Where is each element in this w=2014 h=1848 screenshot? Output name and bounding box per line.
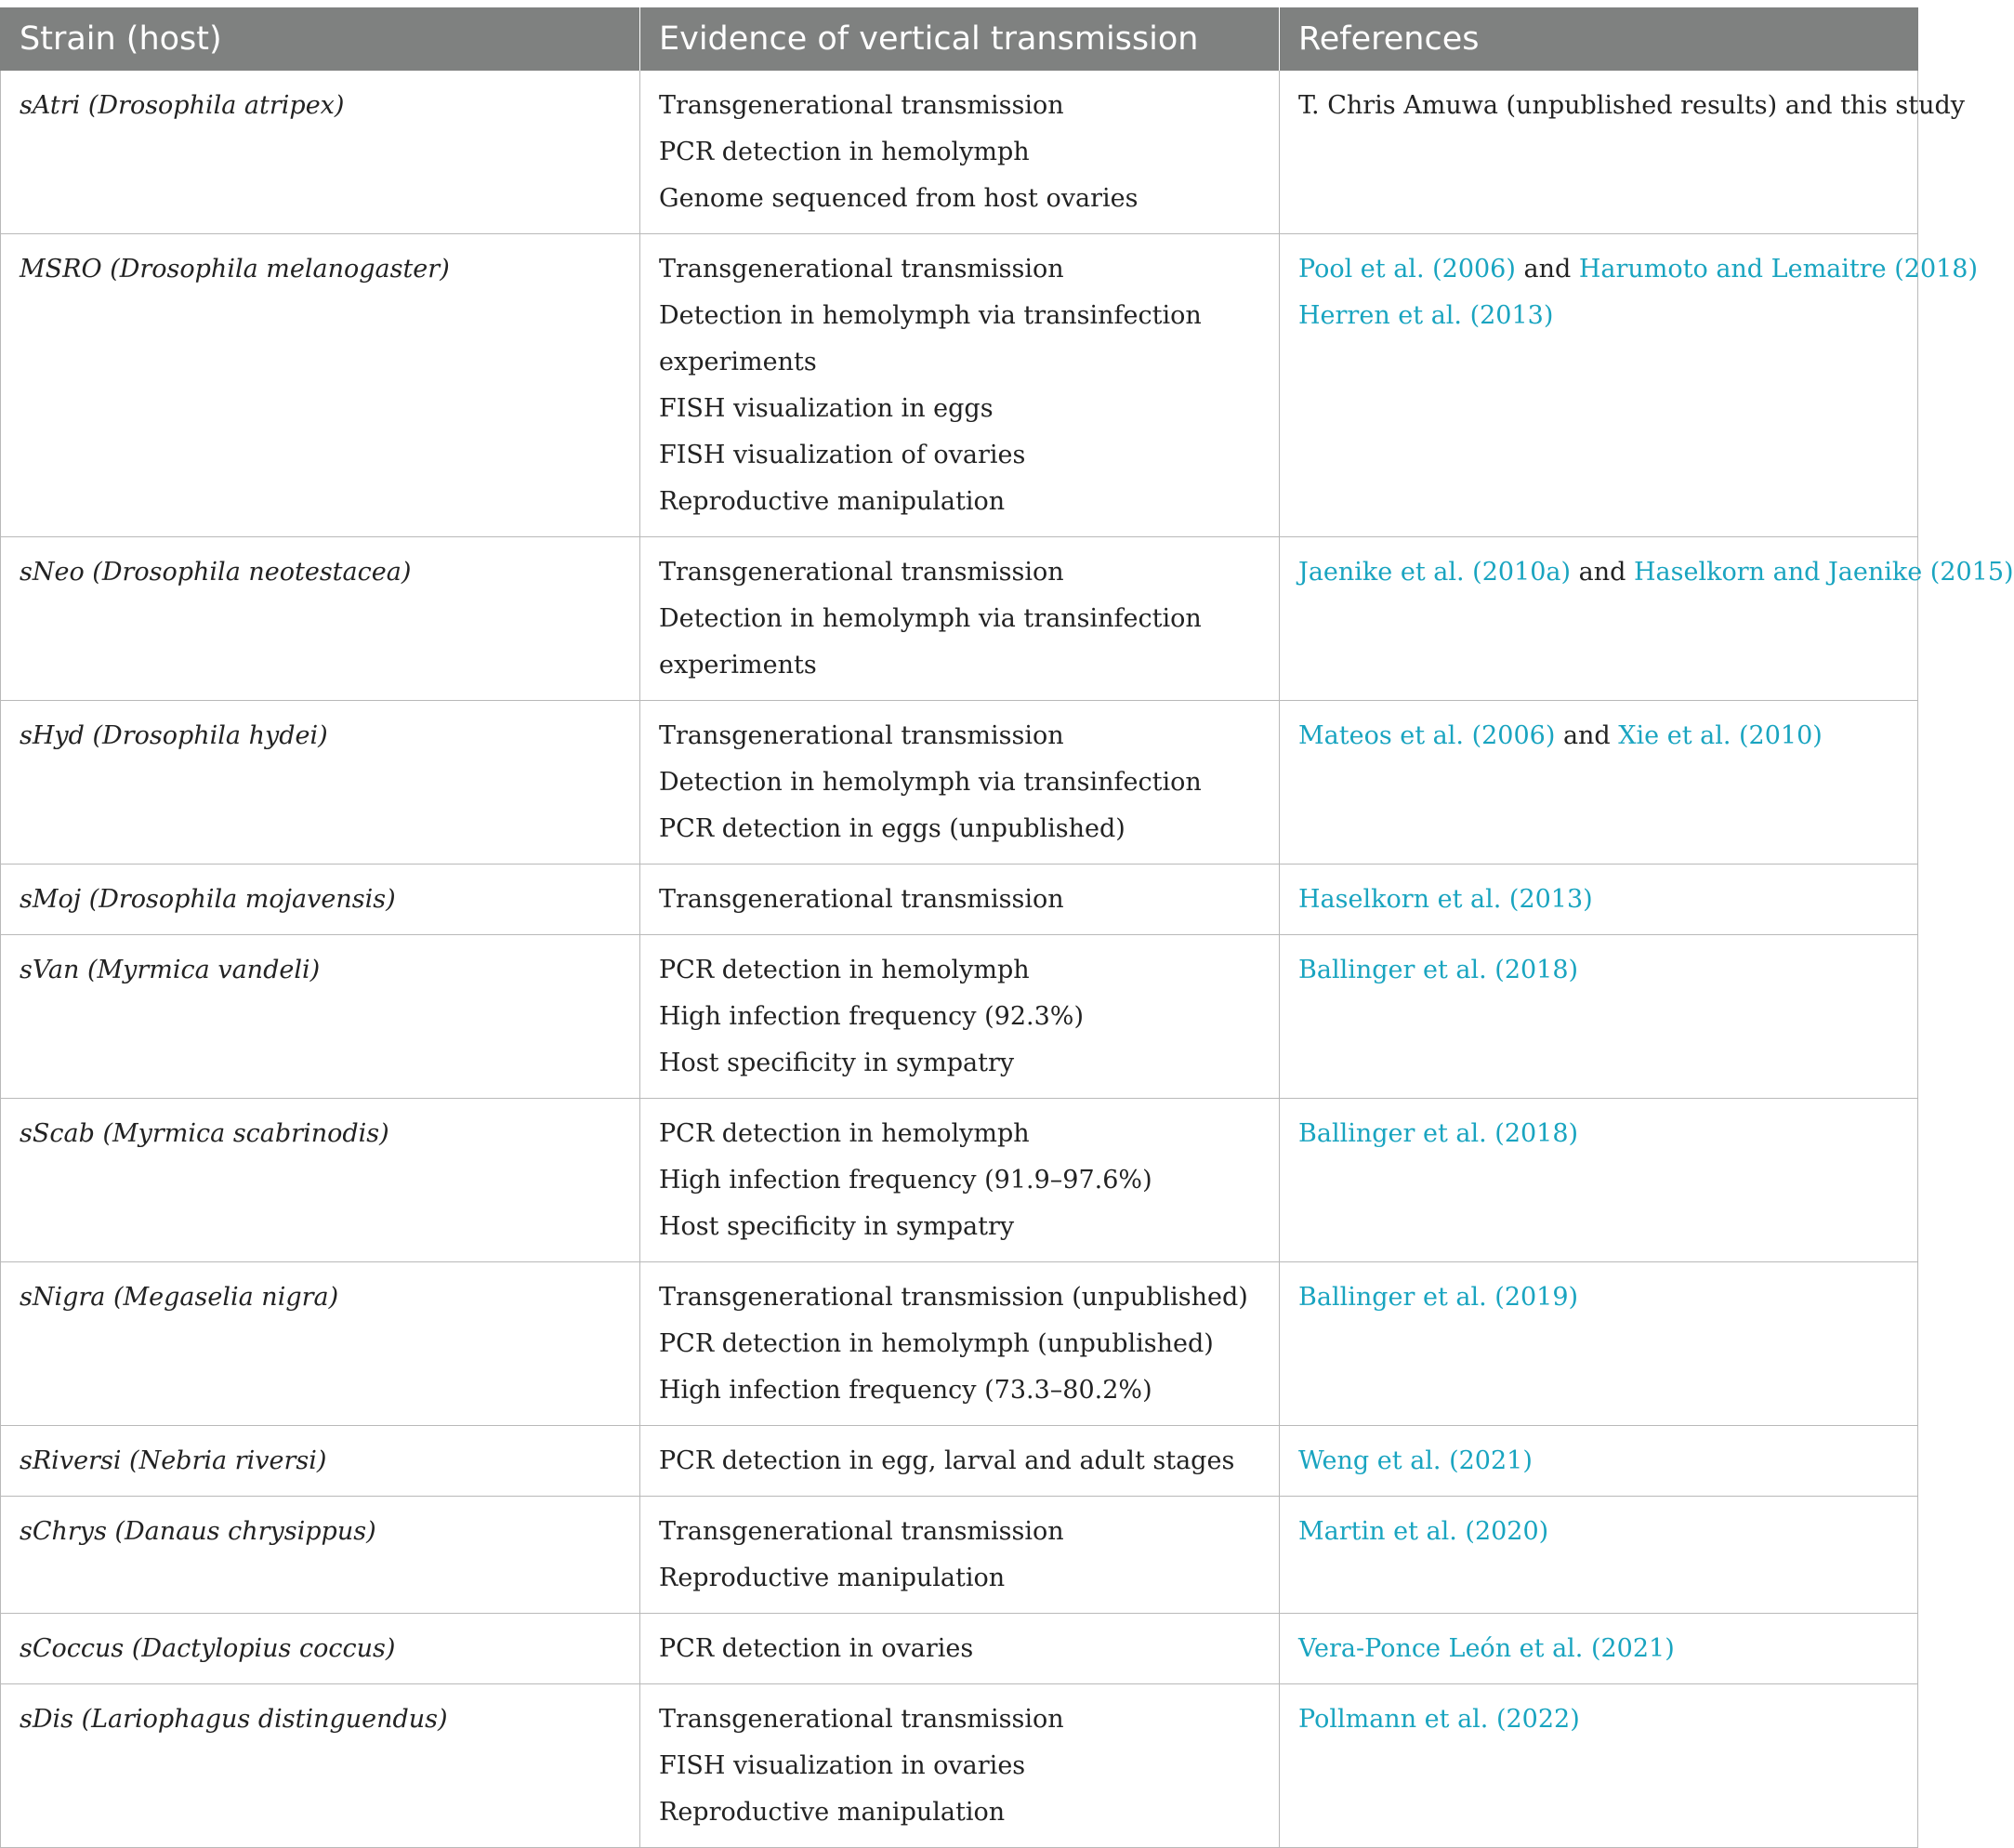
reference-link[interactable]: Martin et al. (2020) [1298, 1517, 1549, 1546]
reference-line [1298, 1626, 1899, 1672]
reference-line [1298, 246, 1979, 293]
strain-cell: sVan (Myrmica vandeli) [1, 935, 640, 1099]
reference-line [1298, 947, 1899, 994]
strain-cell: sAtri (Drosophila atripex) [1, 71, 640, 234]
evidence-line: PCR detection in hemolymph [659, 138, 1030, 166]
reference-text: T. Chris Amuwa (unpublished results) and this study [1298, 91, 1966, 120]
evidence-line: Transgenerational transmission [659, 558, 1064, 587]
evidence-line: FISH visualization of ovaries [659, 441, 1026, 469]
evidence-line: PCR detection in hemolymph [659, 1119, 1030, 1148]
reference-link[interactable]: Xie et al. (2010) [1618, 721, 1823, 750]
evidence-cell [640, 1099, 1280, 1262]
strain-cell: sNigra (Megaselia nigra) [1, 1262, 640, 1426]
references-cell [1280, 935, 1918, 1099]
evidence-line: PCR detection in hemolymph [659, 956, 1030, 984]
reference-link[interactable]: Haselkorn et al. (2013) [1298, 885, 1593, 914]
references-cell [1280, 537, 2014, 701]
evidence-line: Transgenerational transmission [659, 721, 1064, 750]
evidence-line: Transgenerational transmission (unpublished) [659, 1283, 1248, 1312]
evidence-cell [640, 1614, 1280, 1684]
strain-cell: sMoj (Drosophila mojavensis) [1, 865, 640, 935]
header-evidence: Evidence of vertical transmission [640, 7, 1280, 71]
references-cell [1280, 1426, 1918, 1497]
evidence-cell [640, 865, 1280, 935]
table-row [1, 71, 1918, 234]
evidence-line: experiments [659, 651, 817, 680]
evidence-line: Transgenerational transmission [659, 1705, 1064, 1734]
evidence-cell [640, 1684, 1280, 1848]
evidence-cell [640, 1426, 1280, 1497]
references-cell [1280, 1099, 1918, 1262]
reference-link[interactable]: Ballinger et al. (2018) [1298, 956, 1579, 984]
reference-link[interactable]: Vera-Ponce León et al. (2021) [1298, 1634, 1675, 1663]
evidence-line: Reproductive manipulation [659, 487, 1006, 516]
reference-line [1298, 1509, 1899, 1555]
evidence-cell [640, 1497, 1280, 1614]
reference-text: and [1515, 255, 1579, 284]
table-row [1, 1099, 1918, 1262]
references-cell [1280, 1497, 1918, 1614]
reference-text: and [1571, 558, 1634, 587]
table-row [1, 1426, 1918, 1497]
reference-link[interactable]: Jaenike et al. (2010a) [1298, 558, 1572, 587]
strain-cell: sHyd (Drosophila hydei) [1, 701, 640, 865]
evidence-line: Reproductive manipulation [659, 1564, 1006, 1592]
strain-cell: sDis (Lariophagus distinguendus) [1, 1684, 640, 1848]
strain-cell: sCoccus (Dactylopius coccus) [1, 1614, 640, 1684]
table-row [1, 1684, 1918, 1848]
reference-link[interactable]: Weng et al. (2021) [1298, 1446, 1533, 1475]
evidence-line: Detection in hemolymph via transinfection [659, 768, 1202, 797]
header-references: References [1280, 7, 1918, 71]
table-row [1, 1614, 1918, 1684]
header-row [1, 7, 1918, 71]
reference-line [1298, 293, 1899, 339]
table-row [1, 1497, 1918, 1614]
table-row [1, 234, 1918, 537]
evidence-line: FISH visualization in ovaries [659, 1751, 1026, 1780]
references-cell [1280, 234, 1979, 537]
evidence-line: Host specificity in sympatry [659, 1049, 1015, 1077]
references-cell [1280, 71, 1966, 234]
reference-line [1298, 83, 1966, 129]
reference-link[interactable]: Haselkorn and Jaenike (2015) [1633, 558, 2014, 587]
table-row [1, 1262, 1918, 1426]
reference-line [1298, 1274, 1899, 1321]
reference-line [1298, 877, 1899, 923]
references-cell [1280, 701, 1918, 865]
evidence-line: Detection in hemolymph via transinfection [659, 604, 1202, 633]
reference-link[interactable]: Ballinger et al. (2018) [1298, 1119, 1579, 1148]
vertical-transmission-table [0, 7, 2014, 1848]
strain-cell: sScab (Myrmica scabrinodis) [1, 1099, 640, 1262]
strain-cell: MSRO (Drosophila melanogaster) [1, 234, 640, 537]
evidence-cell [640, 537, 1280, 701]
evidence-cell [640, 935, 1280, 1099]
table-body [1, 71, 2014, 1848]
evidence-line: Transgenerational transmission [659, 91, 1064, 120]
references-cell [1280, 1614, 1918, 1684]
table-header [1, 7, 1918, 71]
strain-cell: sChrys (Danaus chrysippus) [1, 1497, 640, 1614]
evidence-line: PCR detection in hemolymph (unpublished) [659, 1329, 1214, 1358]
reference-line [1298, 1696, 1899, 1743]
evidence-line: High infection frequency (91.9–97.6%) [659, 1166, 1152, 1195]
evidence-line: Transgenerational transmission [659, 1517, 1064, 1546]
evidence-line: High infection frequency (73.3–80.2%) [659, 1376, 1152, 1405]
evidence-line: Reproductive manipulation [659, 1798, 1006, 1827]
evidence-cell [640, 1262, 1280, 1426]
table-row [1, 935, 1918, 1099]
evidence-line: experiments [659, 348, 817, 376]
evidence-cell [640, 701, 1280, 865]
strain-cell: sRiversi (Nebria riversi) [1, 1426, 640, 1497]
evidence-line: High infection frequency (92.3%) [659, 1002, 1084, 1031]
reference-line [1298, 549, 2014, 596]
evidence-line: Genome sequenced from host ovaries [659, 184, 1139, 213]
strain-cell: sNeo (Drosophila neotestacea) [1, 537, 640, 701]
reference-link[interactable]: Harumoto and Lemaitre (2018) [1578, 255, 1979, 284]
evidence-line: PCR detection in ovaries [659, 1634, 974, 1663]
reference-line [1298, 1438, 1899, 1485]
reference-line [1298, 713, 1899, 759]
header-strain: Strain (host) [1, 7, 640, 71]
evidence-line: Host specificity in sympatry [659, 1212, 1015, 1241]
evidence-line: Transgenerational transmission [659, 255, 1064, 284]
references-cell [1280, 865, 1918, 935]
reference-link[interactable]: Ballinger et al. (2019) [1298, 1283, 1579, 1312]
reference-link[interactable]: Pollmann et al. (2022) [1298, 1705, 1580, 1734]
table-row [1, 701, 1918, 865]
reference-text: and [1555, 721, 1619, 750]
table-container [0, 7, 2014, 1848]
reference-link[interactable]: Mateos et al. (2006) [1298, 721, 1556, 750]
evidence-line: FISH visualization in eggs [659, 394, 994, 423]
table-row [1, 865, 1918, 935]
evidence-line: PCR detection in egg, larval and adult stages [659, 1446, 1235, 1475]
table-row [1, 537, 1918, 701]
reference-link[interactable]: Pool et al. (2006) [1298, 255, 1516, 284]
references-cell [1280, 1684, 1918, 1848]
references-cell [1280, 1262, 1918, 1426]
reference-link[interactable]: Herren et al. (2013) [1298, 301, 1554, 330]
reference-line [1298, 1111, 1899, 1157]
evidence-cell [640, 234, 1280, 537]
evidence-line: Transgenerational transmission [659, 885, 1064, 914]
evidence-cell [640, 71, 1280, 234]
evidence-line: Detection in hemolymph via transinfection [659, 301, 1202, 330]
evidence-line: PCR detection in eggs (unpublished) [659, 814, 1125, 843]
